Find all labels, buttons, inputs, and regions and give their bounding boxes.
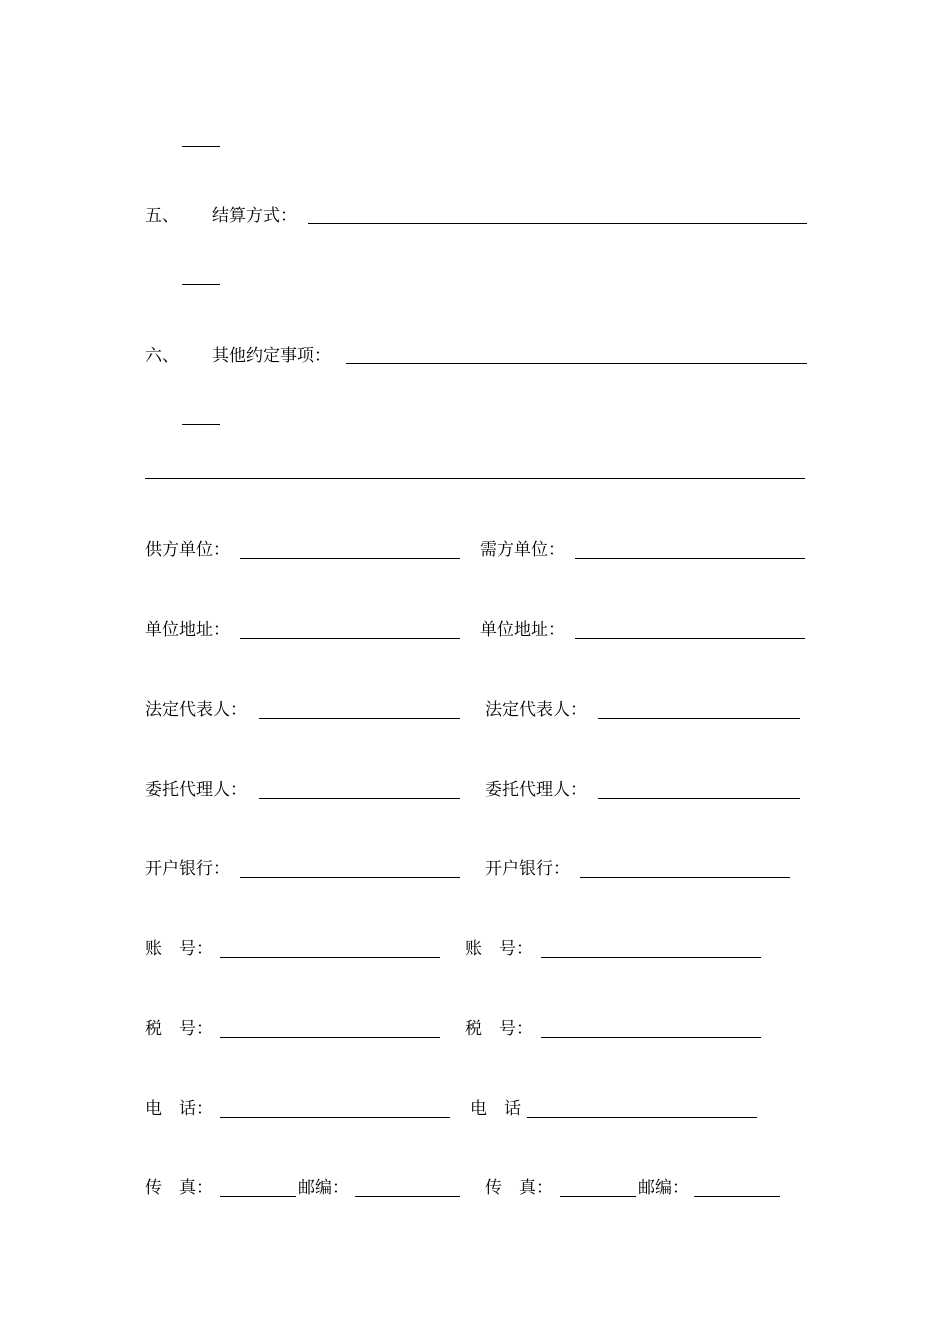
buyer-agent-field[interactable]	[598, 798, 800, 799]
clause-settlement	[145, 205, 297, 227]
buyer-tax-label: 税 号：	[465, 1019, 533, 1039]
buyer-phone-label: 电 话	[470, 1099, 521, 1119]
buyer-fax-label: 传 真：	[485, 1178, 553, 1198]
buyer-account-label: 账 号：	[465, 939, 533, 959]
buyer-unit-field[interactable]	[575, 558, 805, 559]
buyer-agent-label: 委托代理人：	[485, 780, 587, 800]
buyer-unit-label: 需方单位：	[480, 540, 565, 560]
buyer-postcode-field[interactable]	[694, 1196, 780, 1197]
buyer-address-label: 单位地址：	[480, 620, 565, 640]
buyer-tax-field[interactable]	[541, 1037, 761, 1038]
supplier-legal-rep-field[interactable]	[259, 718, 460, 719]
clause-number: 五、	[145, 206, 179, 226]
supplier-account-field[interactable]	[220, 957, 440, 958]
full-width-fill-line[interactable]	[145, 478, 805, 479]
supplier-tax-field[interactable]	[220, 1037, 440, 1038]
supplier-bank-label: 开户银行：	[145, 859, 230, 879]
settlement-fill-line[interactable]	[308, 223, 807, 224]
supplier-address-label: 单位地址：	[145, 620, 230, 640]
continuation-line	[182, 146, 220, 147]
supplier-agent-field[interactable]	[259, 798, 460, 799]
buyer-legal-rep-label: 法定代表人：	[485, 700, 587, 720]
continuation-line	[182, 424, 220, 425]
supplier-address-field[interactable]	[240, 638, 460, 639]
supplier-unit-field[interactable]	[240, 558, 460, 559]
supplier-legal-rep-label: 法定代表人：	[145, 700, 247, 720]
supplier-tax-label: 税 号：	[145, 1019, 213, 1039]
buyer-bank-field[interactable]	[580, 877, 790, 878]
supplier-postcode-label: 邮编：	[298, 1178, 349, 1198]
supplier-fax-field[interactable]	[220, 1196, 296, 1197]
supplier-account-label: 账 号：	[145, 939, 213, 959]
buyer-postcode-label: 邮编：	[638, 1178, 689, 1198]
supplier-unit-label: 供方单位：	[145, 540, 230, 560]
buyer-fax-field[interactable]	[560, 1196, 636, 1197]
supplier-postcode-field[interactable]	[355, 1196, 460, 1197]
supplier-agent-label: 委托代理人：	[145, 780, 247, 800]
buyer-legal-rep-field[interactable]	[598, 718, 800, 719]
supplier-fax-label: 传 真：	[145, 1178, 213, 1198]
clause-label: 其他约定事项：	[212, 346, 331, 366]
buyer-address-field[interactable]	[575, 638, 805, 639]
supplier-phone-label: 电 话：	[145, 1099, 213, 1119]
buyer-phone-field[interactable]	[527, 1117, 757, 1118]
buyer-account-field[interactable]	[541, 957, 761, 958]
clause-other-terms	[145, 345, 331, 367]
continuation-line	[182, 284, 220, 285]
clause-label: 结算方式：	[212, 206, 297, 226]
supplier-bank-field[interactable]	[240, 877, 460, 878]
other-terms-fill-line[interactable]	[346, 363, 807, 364]
clause-number: 六、	[145, 346, 179, 366]
buyer-bank-label: 开户银行：	[485, 859, 570, 879]
supplier-phone-field[interactable]	[220, 1117, 450, 1118]
